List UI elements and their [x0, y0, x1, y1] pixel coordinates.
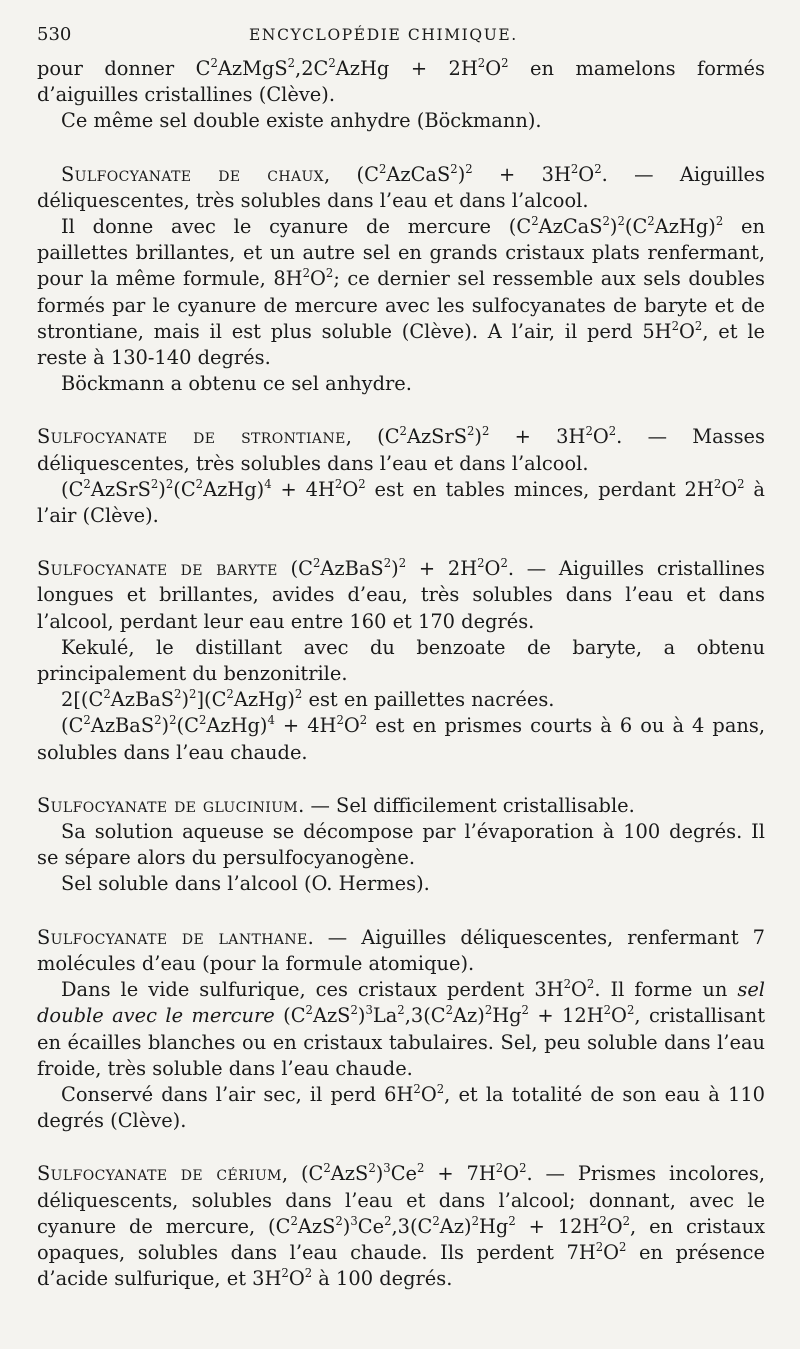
- paragraph: Sulfocyanate de cérium, $(C^2AzS^2)^3Ce^2 + 7H^2O^2$. — Prismes incolores, déliquescents, solubles dans l’eau et dans l’alcool; donnant, avec le cyanure de mercure, $(C^2AzS^2)^3Ce^2,3(C^2Az)^2Hg^2 + 12H^2O^2$, en cristaux opaques, solubles dans l’eau chaude. Ils perdent $7H^2O^2$ en présence d’acide sulfurique, et $3H^2O^2$ à 100 degrés.: [37, 1161, 766, 1291]
- paragraph: Ce même sel double existe anhydre (Böckmann).: [61, 109, 542, 133]
- paragraph: $(C^2AzBaS^2)^2(C^2AzHg)^4 + 4H^2O^2$ est en prismes courts à 6 ou à 4 pans, solubles dans l’eau chaude.: [37, 713, 765, 764]
- paragraph: Sulfocyanate de strontiane, $(C^2AzSrS^2)^2 + 3H^2O^2$. — Masses déliquescentes, très solubles dans l’eau et dans l’alcool.: [37, 424, 765, 475]
- paragraph: $(C^2AzSrS^2)^2(C^2AzHg)^4 + 4H^2O^2$ est en tables minces, perdant $2H^2O^2$ à l’air (Clève).: [37, 476, 765, 528]
- paragraph: Sel soluble dans l’alcool (O. Hermes).: [61, 872, 430, 896]
- body-text: [37, 56, 765, 1292]
- page-header: [37, 22, 765, 50]
- paragraph: pour donner $C^2AzMgS^2,2C^2AzHg + 2H^2O^2$ en mamelons formés d’aiguilles cristallines (Clève).: [37, 55, 765, 107]
- page-number: 530: [37, 24, 72, 45]
- paragraph: Sulfocyanate de lanthane. — Aiguilles déliquescentes, renfermant 7 molécules d’eau (pour la formule atomique).: [37, 925, 765, 975]
- paragraph: Sa solution aqueuse se décompose par l’évaporation à 100 degrés. Il se sépare alors du persulfocyanogène.: [37, 820, 765, 870]
- paragraph: $2[(C^2AzBaS^2)^2](C^2AzHg)^2$ est en paillettes nacrées.: [61, 687, 555, 712]
- paragraph: Sulfocyanate de baryte $(C^2AzBaS^2)^2 + 2H^2O^2$. — Aiguilles cristallines longues et brillantes, avides d’eau, très solubles dans l’eau et dans l’alcool, perdant leur eau entre 160 et 170 degrés.: [37, 556, 765, 633]
- paragraph: Conservé dans l’air sec, il perd $6H^2O^2$, et la totalité de son eau à 110 degrés (Clève).: [37, 1081, 765, 1133]
- document-page: [37, 22, 765, 1292]
- paragraph: Dans le vide sulfurique, ces cristaux perdent $3H^2O^2$. Il forme un sel double avec le mercure $(C^2AzS^2)^3La^2,3(C^2Az)^2Hg^2 + 12H^2O^2$, cristallisant en écailles blanches ou en cristaux tabulaires. Sel, peu soluble dans l’eau froide, très soluble dans l’eau chaude.: [37, 976, 766, 1080]
- paragraph: Sulfocyanate de glucinium. — Sel difficilement cristallisable.: [37, 793, 635, 817]
- paragraph: Sulfocyanate de chaux, $(C^2AzCaS^2)^2 + 3H^2O^2$. — Aiguilles déliquescentes, très solubles dans l’eau et dans l’alcool.: [37, 161, 765, 212]
- paragraph: Il donne avec le cyanure de mercure $(C^2AzCaS^2)^2(C^2AzHg)^2$ en paillettes brillantes, et un autre sel en grands cristaux plats renfermant, pour la même formule, $8H^2O^2$; ce dernier sel ressemble aux sels doubles formés par le cyanure de mercure avec les sulfocyanates de baryte et de strontiane, mais il est plus soluble (Clève). A l’air, il perd $5H^2O^2$, et le reste à 130-140 degrés.: [37, 213, 765, 370]
- paragraph: Kekulé, le distillant avec du benzoate de baryte, a obtenu principalement du benzonitrile.: [37, 635, 765, 686]
- paragraph: Böckmann a obtenu ce sel anhydre.: [61, 372, 412, 396]
- running-title: ENCYCLOPÉDIE CHIMIQUE.: [249, 26, 518, 44]
